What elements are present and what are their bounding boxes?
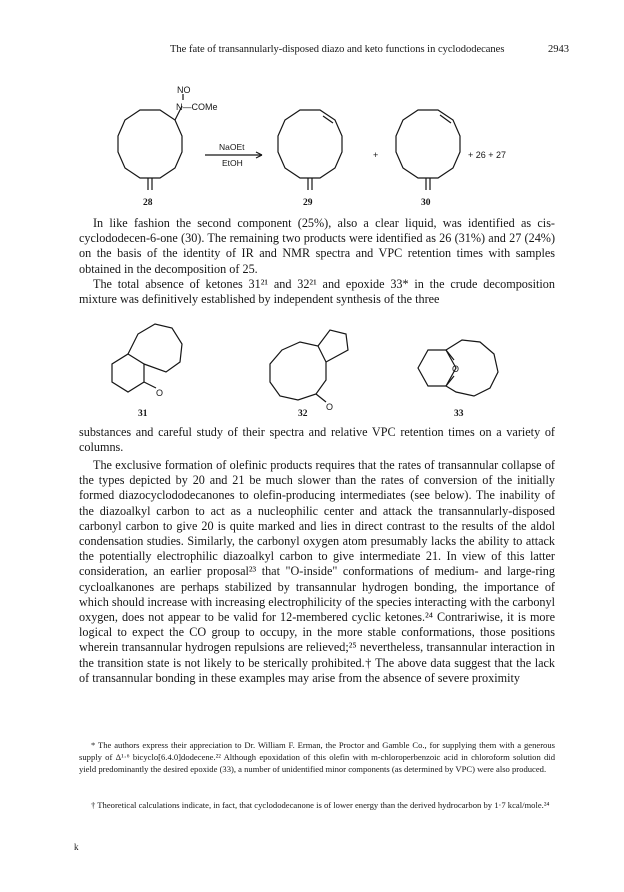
page-mark: k (74, 842, 79, 852)
bond-carbonyl-31 (144, 382, 156, 388)
footnote-1-text: * The authors express their appreciation to Dr. William F. Erman, the Proctor and Gamble Co., for supplying them with a generous supply of Δ¹·⁶ bicyclo[6.4.0]dodecene.²² Although epoxidation of this olefin with m-chloroperbenzoic acid in chloroform solution did yield predominantly the desired epoxide (33), a number of unidentified minor components (as determined by VPC) were also produced. (79, 740, 555, 774)
compound-label-33: 33 (454, 409, 464, 419)
epoxide-o-33: O (452, 364, 460, 374)
paragraph-4 (79, 458, 555, 686)
reaction-scheme-1 (0, 82, 624, 212)
plus-sign-1: + (373, 150, 379, 160)
epoxide-bond-b (446, 376, 454, 386)
bond-carbonyl-32 (316, 394, 326, 402)
compound-label-31: 31 (138, 409, 148, 419)
paragraph-1 (79, 216, 555, 277)
double-bond-30 (440, 115, 451, 123)
running-header-title: The fate of transannularly-disposed diazo and keto functions in cyclododecanes (170, 44, 505, 55)
reagent-bottom: EtOH (222, 158, 243, 168)
compound-label-32: 32 (298, 409, 308, 419)
amide-label: N—COMe (176, 102, 218, 112)
reagent-top: NaOEt (219, 142, 245, 152)
nitroso-label: NO (177, 85, 191, 95)
footnote-2-text: † Theoretical calculations indicate, in fact, that cyclododecanone is of lower energy than the derived hydrocarbon by 1·7 kcal/mole.²⁴ (91, 800, 550, 810)
ring-28 (118, 110, 182, 178)
paragraph-1-text: In like fashion the second component (25%), also a clear liquid, was identified as cis-cyclododecen-6-one (30). The remaining two products were identified as 26 (31%) and 27 (24%) on the basis of the identity of IR and NMR spectra and VPC retention times with samples obtained in the decomposition of 25. (79, 216, 555, 276)
ring-31-eight (128, 324, 182, 372)
ring-32-ten (270, 342, 326, 400)
paragraph-2 (79, 277, 555, 307)
carbonyl-o-32: O (326, 402, 334, 412)
ring-31-six (112, 354, 144, 392)
epoxide-bond-a (446, 350, 454, 360)
compound-label-29: 29 (303, 198, 313, 208)
ring-30 (396, 110, 460, 178)
compound-label-30: 30 (421, 198, 431, 208)
structures-31-33 (0, 310, 624, 420)
footnote-1 (79, 740, 555, 775)
carbonyl-o-31: O (156, 388, 164, 398)
paragraph-2-text: The total absence of ketones 31²¹ and 32²¹ and epoxide 33* in the crude decomposition mixture was definitively established by independent synthesis of the three (79, 277, 555, 307)
plus-products: + 26 + 27 (468, 150, 507, 160)
paragraph-3-text: substances and careful study of their spectra and relative VPC retention times on a variety of columns. (79, 425, 555, 455)
paragraph-4-text: The exclusive formation of olefinic products requires that the rates of transannular collapse of the types depicted by 20 and 21 be much slower than the rates of conversion of the initially formed diazocyclododecanones to olefin-producing intermediates (see below). The inability of the diazoalkyl carbon to act as a nucleophilic center and attack the transannularly-disposed carbonyl carbon to give 20 is quite marked and lies in direct contrast to the results of the aldol condensation studies. Similarly, the carbonyl oxygen atom presumably lacks the ability to attack the potentially electrophilic diazoalkyl carbon to give intermediate 21. In view of this latter consideration, an earlier proposal²³ that "O-inside" conformations of medium- and large-ring cycloalkanones are perhaps stabilized by transannular hydrogen bonding, the importance of which should increase with increasing electrophilicity of the species interacting with the carbonyl oxygen, does not appear to be valid for 12-membered cyclic ketones.²⁴ Contrariwise, it is more logical to expect the CO group to occupy, in the more stable conformations, those positions wherein transannular hydrogen repulsions are relieved;²⁵ nevertheless, transannular interaction in the transition state is not likely to be sterically prohibited.† The above data suggest that the lack of transannular bonding in these examples may arise from the absence of severe proximity (79, 458, 555, 685)
ring-29 (278, 110, 342, 178)
ring-32-five (318, 330, 348, 362)
paragraph-3 (79, 425, 555, 455)
compound-label-28: 28 (143, 198, 153, 208)
page-number: 2943 (548, 44, 569, 55)
footnote-2 (79, 800, 555, 812)
